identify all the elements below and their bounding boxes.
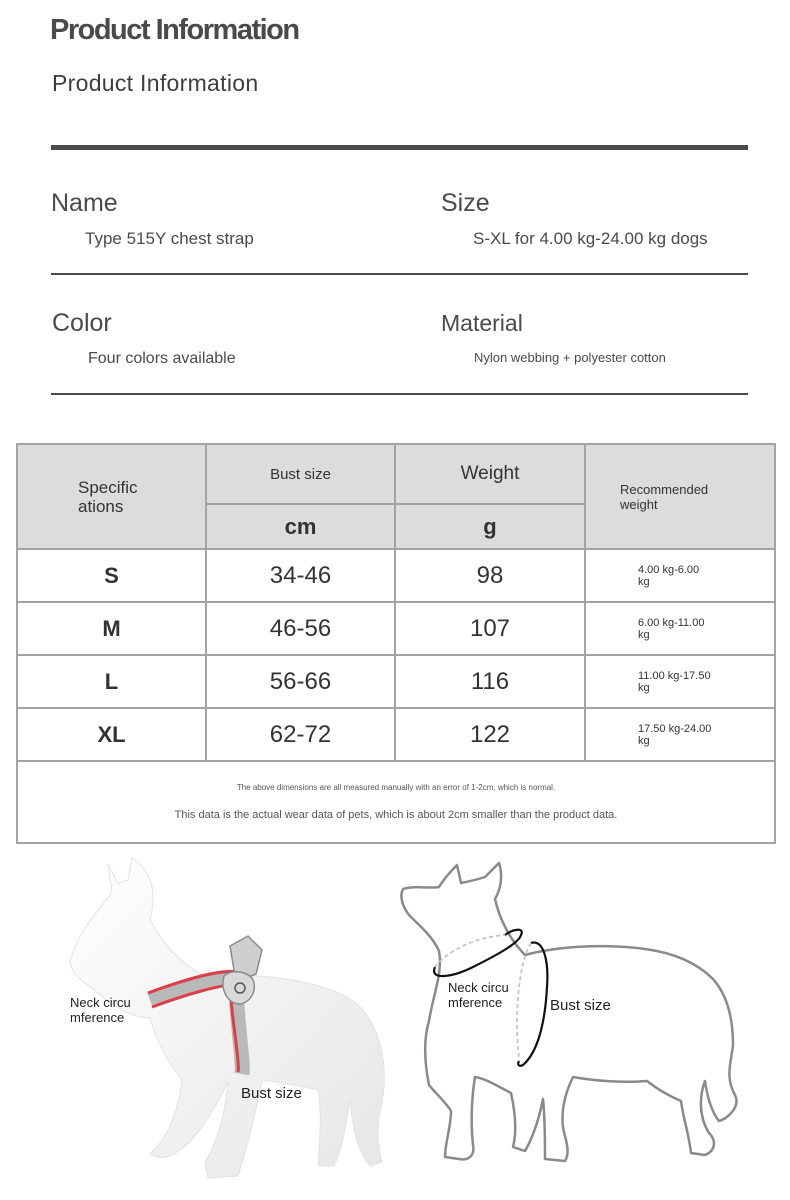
name-label: Name xyxy=(51,189,118,217)
header-recommended-weight: Recommended weight xyxy=(585,444,775,549)
info-divider-1 xyxy=(51,273,748,275)
size-cell: S xyxy=(17,549,206,602)
weight-cell: 122 xyxy=(395,708,585,761)
table-notes xyxy=(17,761,775,843)
material-label: Material xyxy=(441,310,523,336)
recommended-cell: 4.00 kg-6.00 kg xyxy=(585,549,775,602)
header-specifications: Specific ations xyxy=(17,444,206,549)
bust-cell: 34-46 xyxy=(206,549,395,602)
bust-cell: 62-72 xyxy=(206,708,395,761)
table-row xyxy=(17,602,775,655)
table-row xyxy=(17,549,775,602)
section-subtitle: Product Information xyxy=(52,70,259,96)
material-value: Nylon webbing + polyester cotton xyxy=(474,350,666,365)
size-cell: M xyxy=(17,602,206,655)
table-row xyxy=(17,708,775,761)
bust-measure-line xyxy=(518,942,547,1065)
bust-measure-dashed xyxy=(517,943,531,1061)
size-cell: XL xyxy=(17,708,206,761)
header-divider xyxy=(51,145,748,150)
wear-data-note: This data is the actual wear data of pets, which is about 2cm smaller than the product data. xyxy=(174,809,618,821)
measurement-note: The above dimensions are all measured manually with an error of 1-2cm, which is normal. xyxy=(236,783,556,792)
weight-cell: 107 xyxy=(395,602,585,655)
bust-cell: 56-66 xyxy=(206,655,395,708)
neck-measure-dashed xyxy=(435,935,505,967)
header-bust-size: Bust size xyxy=(206,444,395,504)
weight-cell: 116 xyxy=(395,655,585,708)
harness-mannequin-illustration xyxy=(0,850,400,1190)
page-title: Product Information xyxy=(50,14,299,46)
recommended-cell: 11.00 kg-17.50 kg xyxy=(585,655,775,708)
weight-cell: 98 xyxy=(395,549,585,602)
photo-neck-label: Neck circu mference xyxy=(70,995,131,1025)
unit-cm: cm xyxy=(206,504,395,549)
table-row xyxy=(17,655,775,708)
photo-bust-label: Bust size xyxy=(241,1085,302,1102)
header-weight: Weight xyxy=(395,444,585,504)
info-divider-2 xyxy=(51,393,748,395)
diagram-bust-label: Bust size xyxy=(550,997,611,1014)
size-table xyxy=(16,443,776,844)
recommended-cell: 17.50 kg-24.00 kg xyxy=(585,708,775,761)
neck-measure-line xyxy=(434,930,522,976)
recommended-cell: 6.00 kg-11.00 kg xyxy=(585,602,775,655)
unit-g: g xyxy=(395,504,585,549)
color-value: Four colors available xyxy=(88,350,236,367)
color-label: Color xyxy=(52,309,112,337)
bust-cell: 46-56 xyxy=(206,602,395,655)
size-value: S-XL for 4.00 kg-24.00 kg dogs xyxy=(473,229,708,248)
dog-outline-diagram xyxy=(395,855,785,1185)
name-value: Type 515Y chest strap xyxy=(85,229,254,248)
size-cell: L xyxy=(17,655,206,708)
size-label: Size xyxy=(441,189,490,217)
diagram-neck-label: Neck circu mference xyxy=(448,980,509,1010)
